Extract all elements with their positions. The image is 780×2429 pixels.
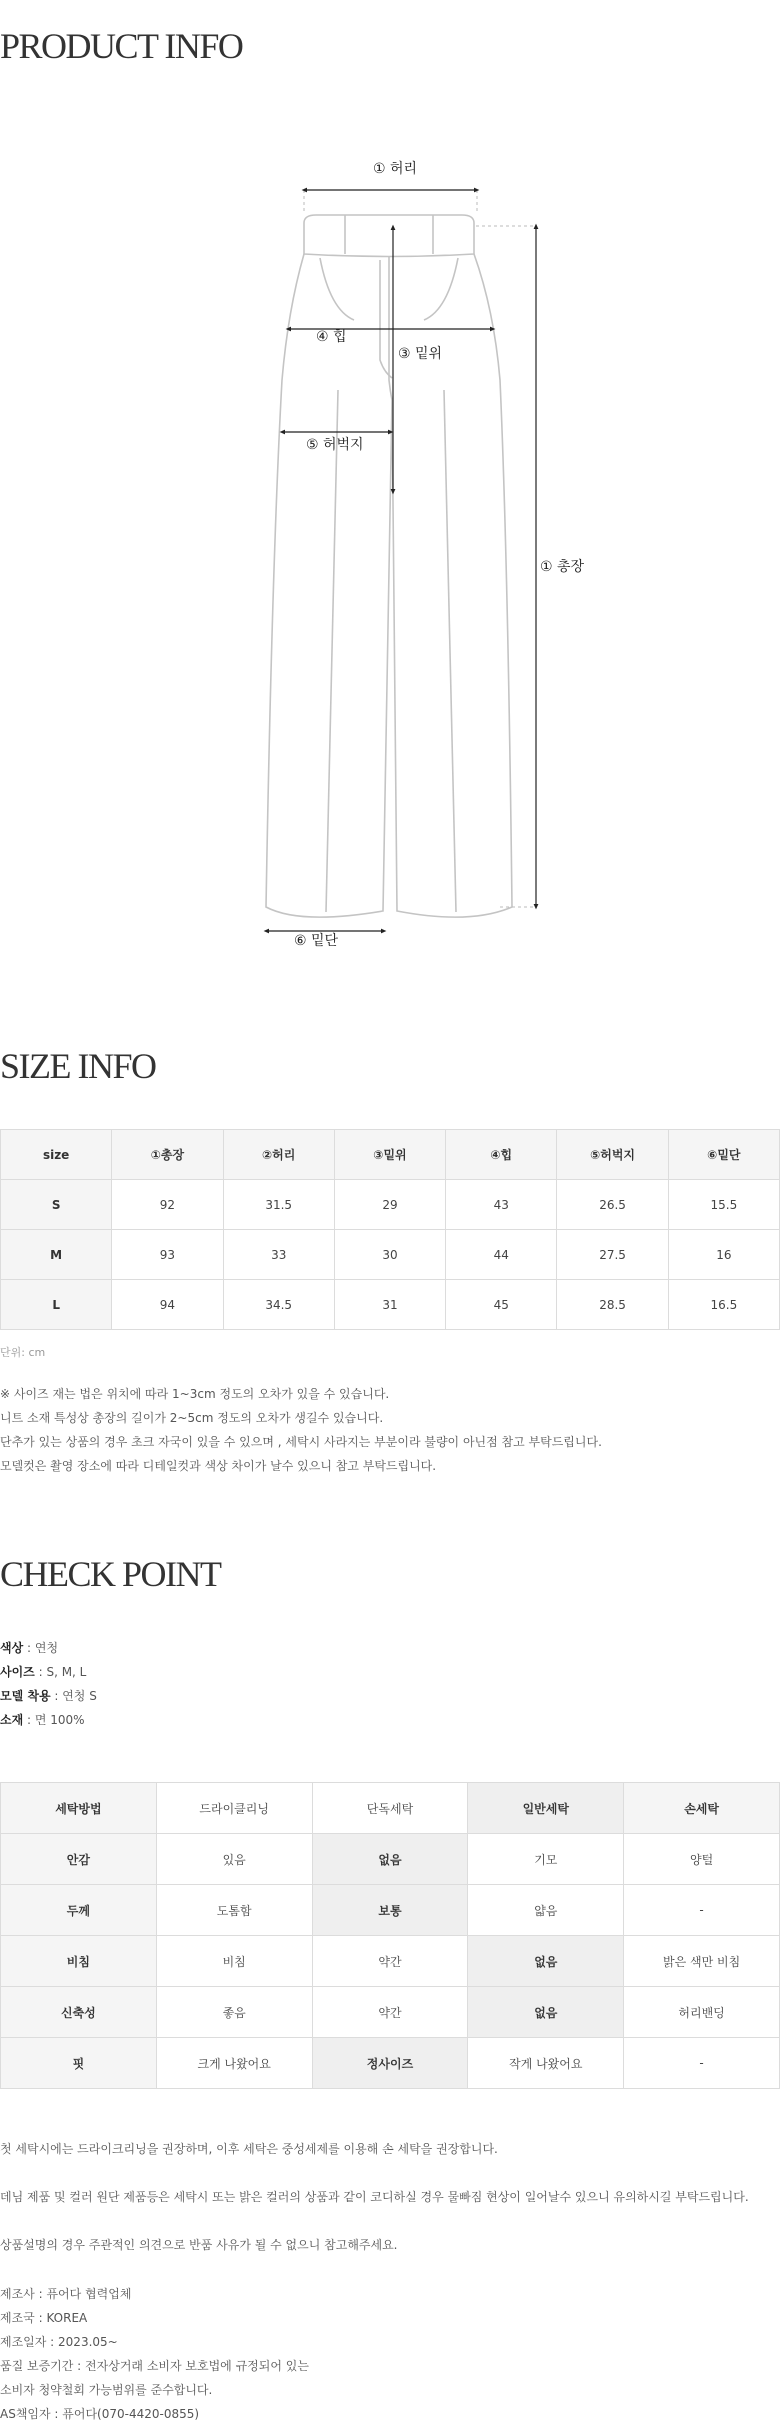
size-table-header-cell: ②허리: [223, 1130, 334, 1180]
size-table-cell: M: [1, 1230, 112, 1280]
length-label: ① 총장: [540, 559, 585, 575]
check-table-cell: 비침: [156, 1936, 312, 1987]
attribute-item: [0, 1660, 97, 1684]
company-info-line: 제조일자 : 2023.05~: [0, 2335, 118, 2349]
check-table-cell: 작게 나왔어요: [468, 2038, 624, 2089]
size-table: [0, 1129, 780, 1330]
check-point-table: [0, 1782, 780, 2089]
size-table-cell: 43: [446, 1180, 557, 1230]
right-crease: [444, 390, 456, 912]
size-table-cell: 16.5: [668, 1280, 779, 1330]
attribute-item: [0, 1636, 97, 1660]
attribute-label: 소재: [0, 1713, 24, 1727]
size-table-header-cell: ①총장: [112, 1130, 223, 1180]
attribute-label: 모델 착용: [0, 1689, 51, 1703]
check-table-header-cell: 손세탁: [624, 1783, 780, 1834]
size-note: 단추가 있는 상품의 경우 초크 자국이 있을 수 있으며 , 세탁시 사라지는 부분이라 불량이 아닌점 참고 부탁드립니다.: [0, 1435, 602, 1449]
size-table-cell: 15.5: [668, 1180, 779, 1230]
company-info-line: AS책임자 : 퓨어다(070-4420-0855): [0, 2407, 200, 2421]
check-table-row: [1, 1783, 780, 1834]
size-table-cell: 93: [112, 1230, 223, 1280]
check-table-cell: 좋음: [156, 1987, 312, 2038]
size-table-cell: 27.5: [557, 1230, 668, 1280]
check-table-header-cell: 안감: [1, 1834, 157, 1885]
size-table-header-cell: size: [1, 1130, 112, 1180]
rise-label: ③ 밑위: [398, 346, 443, 362]
left-pocket: [320, 258, 354, 320]
attribute-item: [0, 1708, 97, 1732]
company-info-line: 제조국 : KOREA: [0, 2311, 88, 2325]
check-table-header-cell: 신축성: [1, 1987, 157, 2038]
pants-illustration: [0, 140, 780, 970]
waist-label: ① 허리: [373, 161, 418, 177]
size-table-cell: 31.5: [223, 1180, 334, 1230]
check-table-header-cell: 핏: [1, 2038, 157, 2089]
check-table-selected-cell: 없음: [468, 1987, 624, 2038]
size-table-cell: 44: [446, 1230, 557, 1280]
check-table-cell: 약간: [312, 1987, 468, 2038]
size-note: ※ 사이즈 재는 법은 위치에 따라 1~3cm 정도의 오차가 있을 수 있습니다.: [0, 1387, 390, 1401]
fly-stitch: [380, 260, 392, 378]
check-table-selected-cell: 없음: [468, 1936, 624, 1987]
left-crease: [326, 390, 338, 912]
check-table-row: [1, 2038, 780, 2089]
check-table-cell: 도톰함: [156, 1885, 312, 1936]
hip-label: ④ 힙: [316, 329, 347, 345]
size-table-header-cell: ⑤허벅지: [557, 1130, 668, 1180]
size-table-cell: 31: [334, 1280, 445, 1330]
size-table-cell: 94: [112, 1280, 223, 1330]
hem-label: ⑥ 밑단: [294, 933, 339, 949]
size-table-cell: 28.5: [557, 1280, 668, 1330]
company-info-line: 소비자 청약철회 가능범위를 준수합니다.: [0, 2383, 213, 2397]
size-note: 니트 소재 특성상 총장의 길이가 2~5cm 정도의 오차가 생길수 있습니다.: [0, 1411, 384, 1425]
check-table-cell: 있음: [156, 1834, 312, 1885]
check-table-selected-cell: 보통: [312, 1885, 468, 1936]
attribute-value: : 면 100%: [23, 1713, 85, 1727]
size-notes: [0, 1382, 602, 1478]
size-table-cell: 33: [223, 1230, 334, 1280]
company-info-line: 제조사 : 퓨어다 협력업체: [0, 2287, 132, 2301]
size-table-row: [1, 1230, 780, 1280]
size-table-header-cell: ④힙: [446, 1130, 557, 1180]
size-table-cell: S: [1, 1180, 112, 1230]
size-table-header-cell: ③밑위: [334, 1130, 445, 1180]
check-table-cell: 기모: [468, 1834, 624, 1885]
check-table-header-cell: 두께: [1, 1885, 157, 1936]
care-paragraph-2: 데님 제품 및 컬러 원단 제품등은 세탁시 또는 밝은 컬러의 상품과 같이 코디하실 경우 물빠짐 현상이 일어날수 있으니 유의하시길 부탁드립니다.: [0, 2190, 749, 2204]
attribute-label: 사이즈: [0, 1665, 35, 1679]
size-table-row: [1, 1180, 780, 1230]
check-table-cell: 단독세탁: [312, 1783, 468, 1834]
size-table-cell: 26.5: [557, 1180, 668, 1230]
check-table-header-cell: 세탁방법: [1, 1783, 157, 1834]
attribute-item: [0, 1684, 97, 1708]
check-table-row: [1, 1987, 780, 2038]
check-table-cell: -: [624, 2038, 780, 2089]
check-table-cell: 약간: [312, 1936, 468, 1987]
check-table-selected-cell: 없음: [312, 1834, 468, 1885]
check-table-selected-cell: 일반세탁: [468, 1783, 624, 1834]
check-table-cell: 양털: [624, 1834, 780, 1885]
check-table-header-cell: 비침: [1, 1936, 157, 1987]
check-table-cell: -: [624, 1885, 780, 1936]
check-table-cell: 밝은 색만 비침: [624, 1936, 780, 1987]
check-table-cell: 크게 나왔어요: [156, 2038, 312, 2089]
check-table-row: [1, 1834, 780, 1885]
size-table-cell: 92: [112, 1180, 223, 1230]
right-pocket: [424, 258, 458, 320]
size-table-header-cell: ⑥밑단: [668, 1130, 779, 1180]
unit-label: 단위: cm: [0, 1346, 46, 1359]
size-table-cell: L: [1, 1280, 112, 1330]
size-table-cell: 34.5: [223, 1280, 334, 1330]
company-info-line: 품질 보증기간 : 전자상거래 소비자 보호법에 규정되어 있는: [0, 2359, 309, 2373]
care-paragraph-1: 첫 세탁시에는 드라이크리닝을 권장하며, 이후 세탁은 중성세제를 이용해 손 세탁을 권장합니다.: [0, 2142, 498, 2156]
size-table-cell: 16: [668, 1230, 779, 1280]
size-table-header-row: [1, 1130, 780, 1180]
size-note: 모델컷은 촬영 장소에 따라 디테일컷과 색상 차이가 날수 있으니 참고 부탁드립니다.: [0, 1459, 437, 1473]
attribute-label: 색상: [0, 1641, 24, 1655]
check-table-row: [1, 1885, 780, 1936]
size-table-cell: 29: [334, 1180, 445, 1230]
check-table-cell: 얇음: [468, 1885, 624, 1936]
size-info-title: SIZE INFO: [0, 1046, 156, 1086]
size-table-cell: 30: [334, 1230, 445, 1280]
check-point-title: CHECK POINT: [0, 1554, 221, 1594]
care-paragraph-3: 상품설명의 경우 주관적인 의견으로 반품 사유가 될 수 없으니 참고해주세요.: [0, 2238, 398, 2252]
company-info: [0, 2282, 309, 2426]
check-table-cell: 허리밴딩: [624, 1987, 780, 2038]
attribute-value: : S, M, L: [34, 1665, 87, 1679]
waistband: [304, 215, 474, 257]
attribute-value: : 연청 S: [50, 1689, 97, 1703]
check-table-selected-cell: 정사이즈: [312, 2038, 468, 2089]
product-attributes: [0, 1636, 97, 1732]
attribute-value: : 연청: [23, 1641, 59, 1655]
check-table-cell: 드라이클리닝: [156, 1783, 312, 1834]
pants-measurement-diagram: [0, 140, 780, 970]
size-table-cell: 45: [446, 1280, 557, 1330]
check-table-row: [1, 1936, 780, 1987]
thigh-label: ⑤ 허벅지: [306, 437, 364, 453]
size-table-row: [1, 1280, 780, 1330]
product-info-title: PRODUCT INFO: [0, 26, 243, 66]
